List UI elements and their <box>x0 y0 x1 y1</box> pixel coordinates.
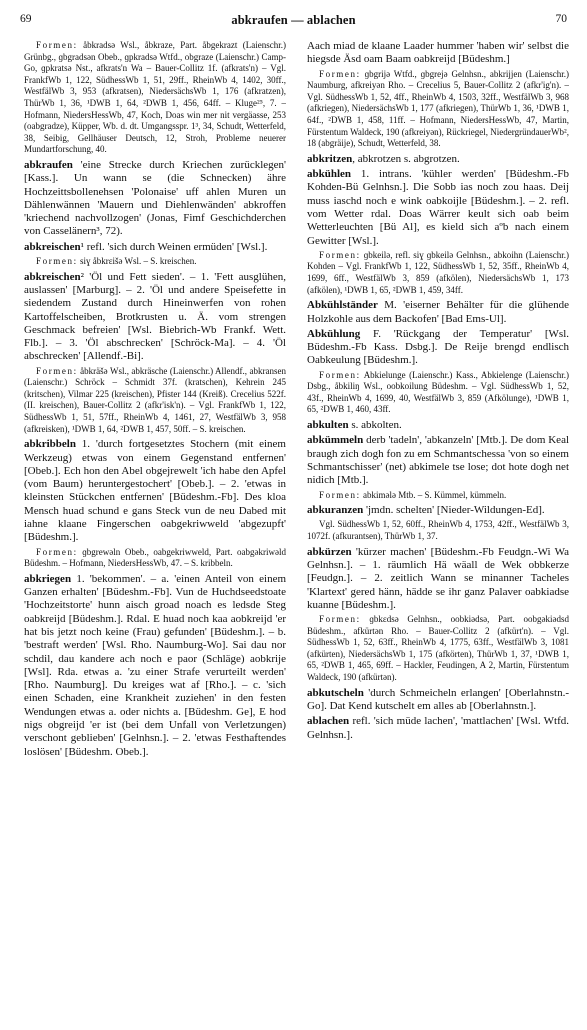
forms-text: ɡbkeilə, refl. siɣ ɡbkeilə Gelnhsn., abkoihn (Laienschr.) Kohden – Vgl. FrankfWb 1, 122, SüdhessWb 1, 52, 35ff., RheinWb 4, 1699, 6ff., WestfälWb 3, 859 (afkölen), NiedersächsWb 1, 173 (afkölen), ¹DWB 1, 65, ²DWB 1, 459, 34ff. <box>307 249 569 295</box>
definition: ¹ refl. 'sich durch Weinen ermüden' [Wsl.]. <box>80 240 268 253</box>
entry-abkreischen-2 <box>24 271 286 364</box>
forms-label: Formen: <box>319 489 361 500</box>
definition: 1. 'bekommen'. – a. 'einen Anteil von einem Ganzen erhalten' [Büdeshm.-Fb]. Vun de Huchdseedstoate 'Hochzeitstorte' hunn aisch groad noach es ledsde Steg oabkreijd [Büdeshm.]. Rdal. E huad noch kaa aobkreijd 'er hat bis jetzt noch keine (Frau) gefunden' [Büdeshm.]. – b. 'bestraft werden' [Wsl. Rho. Naumburg-Wo]. Sai dau nor schdil, dau kandere ach noch e paor (Schläge) aobkrije [Wsl]. Rda. etwas a. 'zu einer Strafe verurteilt werden' [Rho. Naumburg]. Du kreiges wat af [Rho.]. – c. 'sich einen Schaden, eine Krankheit zuziehen' in den festen Wendungen etwas a. oder nichts a. [Büdeshm. Ge], E hod nigs obgreijd 'er ist (bei dem Unfall von Verletzungen) verschont geblieben' [Gelnhsn.]. – 2. 'etwas Festhaftendes loslösen' [Büdeshm. Obeb.]. <box>24 572 286 758</box>
lemma: abkreischen <box>24 240 81 253</box>
definition: , abkrotzen s. abgrotzen. <box>352 152 460 165</box>
entry-abkuehlung <box>307 328 569 368</box>
forms-text: ɡbgrijə Wtfd., ɡbgrejə Gelnhsn., abkrijjen (Laienschr.) Naumburg, afkreiyən Rho. – Crecelius 5, Bauer-Collitz 2 (afkr'ig'n). – Vgl. SüdhessWb 1, 52, 4ff., RheinWb 4, 1503, 32ff., WestfälWb 3, 968 (afkriegen), NiedersächsWb 1, 177 (afkriegen), ThürWb 1, 36, ¹DWB 1, 64f., ²DWB 1, 458, 11ff. – Hofmann, NiedersHessWb, 47, Martin, Fürstentum Waldeck, 190 (afkreiyən), Rückriegel, NiedergründauerWb², 18 (abgräije), Schudt, Wetterfeld, 38. <box>307 68 569 149</box>
lemma: abkümmeln <box>307 434 364 447</box>
forms-block <box>307 250 569 296</box>
references-block <box>307 519 569 542</box>
definition: ² 'Öl und Fett sieden'. – 1. 'Fett ausglühen, auslassen' [Marburg]. – 2. 'Öl und andere Speisefette in siedendem Zustand durch Hineinwerfen von rohen Kartoffelscheiben, Brotkrusten u. Ä. vom strengen Geschmack befreien' [Wsl. Biebrich-Wb Frankf. Wett. Flb.]. – 3. 'Öl abschrecken' [Schröck-Ma]. – 4. 'Öl abschrecken' [Allendf.-Bi]. <box>24 270 286 363</box>
forms-text: åbkradsə Wsl., åbkraze, Part. åbgekrazt (Laienschr.) Grünbg., ɡbgradsən Obeb., ɡpkradsə Wtfd., obgraze (Laienschr.) Camp-Go, ɡpkratsə Nst., afkrats'n Wa – Bauer-Collitz 1f. (afkrats'n) – Vgl. FrankfWb 1, 122, SüdhessWb 1, 51, 29ff., RheinWb 4, 1402, 30ff., WestfälWb 3, 953 (afkratsen), NiedersächsWb 1, 176 (afkratzen), ThürWb 1, 36, ¹DWB 1, 64, ²DWB 1, 456, 64ff. – Kluge²⁵, 7. – Hofmann, NiedersHessWb, 47, Koch, Doas win mer nit vergäasse, 253 (oabgradze), Küpper, Wb. d. dt. Umgangsspr. 1³, 34, Schudt, Wetterfeld, 38, Seibig, Gellhäuser Deutsch, 12, Stroh, Probleme neuerer Mundartforschung, 40. <box>24 40 286 155</box>
entry-abkuranzen <box>307 504 569 517</box>
entry-abkriegen <box>24 573 286 759</box>
forms-block <box>307 490 569 502</box>
forms-block <box>24 40 286 156</box>
forms-text: ɡbgrewəln Obeb., oabgekriwweld, Part. oabgəkriwəld Büdeshm. – Hofmann, NiedersHessWb, 47. – S. kribbeln. <box>24 546 286 569</box>
entry-abkraufen <box>24 159 286 239</box>
entry-abkuemmeln <box>307 434 569 487</box>
forms-label: Formen: <box>36 256 78 267</box>
definition: M. 'eiserner Behälter für die glühende Holzkohle aus dem Backofen' [Bad Ems-Ul]. <box>307 299 569 325</box>
forms-block <box>24 256 286 268</box>
lemma: abkürzen <box>307 545 352 558</box>
lemma: ablachen <box>307 715 350 728</box>
entry-abkuehlstaender <box>307 299 569 326</box>
lemma: Abkühlständer <box>307 299 378 312</box>
definition: refl. 'sich müde lachen', 'mattlachen' [Wsl. Wtfd. Gelnhsn.]. <box>307 715 569 741</box>
forms-block <box>307 69 569 150</box>
forms-label: Formen: <box>36 546 78 557</box>
entry-continuation <box>307 40 569 67</box>
forms-block <box>307 370 569 416</box>
forms-block <box>24 547 286 570</box>
definition: 'durch Schmeicheln erlangen' [Oberlahnstn.-Go]. Dat Kend kutschelt em alles ab [Oberlahnstn.]. <box>307 686 569 712</box>
entry-ablachen <box>307 715 569 742</box>
entry-abkritzen <box>307 153 569 166</box>
lemma: abkutscheln <box>307 686 364 699</box>
forms-text: Vgl. SüdhessWb 1, 52, 60ff., RheinWb 4, 1753, 42ff., WestfälWb 3, 1072f. (afkurantsen), ThürWb 1, 37. <box>307 519 569 542</box>
lemma: abkulten <box>307 419 349 432</box>
forms-label: Formen: <box>319 68 361 79</box>
lemma: abkritzen <box>307 152 353 165</box>
running-title: abkraufen — ablachen <box>231 13 356 27</box>
lemma: abkraufen <box>24 158 73 171</box>
definition: s. abkolten. <box>351 419 402 432</box>
forms-text: siɣ åbkrɛišə Wsl. – S. kreischen. <box>79 256 197 267</box>
entry-abkribbeln <box>24 438 286 544</box>
forms-label: Formen: <box>319 614 361 625</box>
page-header <box>20 13 567 29</box>
page-number-right: 70 <box>555 13 567 25</box>
forms-text: åbkräšə Wsl., abkräsche (Laienschr.) Allendf., abkransen (Laienschr.) Schröck – Schmidt 37f. (kratschen), Kehrein 245 (kritschen), Vilmar 225 (kreischen), Pfister 144 (Kreiß). Crecelius 522f. (II. kreischen), Bauer-Collitz 2 (afkr'isk'n). – Vgl. FrankfWb 1, 122, SüdhessWb 1, 51, 57ff., RheinWb 4, 1461, 27, WestfälWb 3, 958 (afkreisken), ¹DWB 1, 64, ²DWB 1, 457, 50ff. – S. kreischen. <box>24 365 286 434</box>
forms-label: Formen: <box>36 365 78 376</box>
lemma: abkühlen <box>307 168 352 181</box>
entry-abkuehlen <box>307 168 569 248</box>
definition: 1. 'durch fortgesetztes Stochern (mit einem Werkzeug) etwas von einem Gegenstand entfernen' [Obeb.]. Ech hon den Abel obgejrewelt 'ich habe den Apfel (vom Baum) heruntergestochert' [Obeb.]. – 2. 'etwas in kleinsten Stückchen entfernen' [Büdeshm.-Fb]. Des kloa Mensch huad schund e gans Steck vun de neu Dabed mit iahne klaane Fingerschen oabgekriwweld 'abgezupft' [Büdeshm.]. <box>24 438 286 544</box>
definition: 1. intrans. 'kühler werden' [Büdeshm.-Fb Kohden-Bü Gelnhsn.]. Die Sobb ias noch zou haas. Deij muss iaschd noch e wink oabkoijle [Büdeshm.]. – 2. refl. vom Wetter rdal. Doas Wärrer keult sich oab beim Wetterleuchten [Bü Al], es kield sich aºb nach einem Gewitter [Wsl.]. <box>307 168 569 247</box>
forms-block <box>307 614 569 684</box>
page-number-left: 69 <box>20 13 32 25</box>
definition: derb 'tadeln', 'abkanzeln' [Mtb.]. De dom Keal braugh zich dogh fon zu em Schmantschessa 'von so einem Schmantschisser' (net) abkimele tse lose; dot hote dogh net nidich [Mtb.]. <box>307 434 569 487</box>
entry-abkulten <box>307 419 569 432</box>
definition: 'eine Strecke durch Kriechen zurücklegen' [Kass.]. Un wann se (die Schnecken) ähre Hochzeittsbollenehsen 'Polonaise' uff ahlen Muren un Dählenwännen 'Mauern und Diehlenwänden' abkroffen 'kriechend nachvollzogen' (Jonas, Fimf Geschichderchen von Casselänern³, 72). <box>24 158 286 238</box>
entry-abkreischen-1 <box>24 241 286 254</box>
right-column <box>307 40 569 1026</box>
lemma: abkreischen <box>24 270 81 283</box>
entry-abkuerzen <box>307 546 569 612</box>
definition: 'kürzer machen' [Büdeshm.-Fb Feudgn.-Wi Wa Gelnhsn.]. – 1. räumlich Hä wäall de Wek obbkerze [Feudgn.]. – 2. zeitlich Wann se minanner Tacheles 'Klartext' gered hänn, hädde se ihr ganz Palaver oabkiadse kuanne [Büdeshm.]. <box>307 545 569 611</box>
entry-abkutscheln <box>307 687 569 714</box>
definition: Aach miad de klaane Laader hummer 'haben wir' selbst die hiegsde Äsd oam Baam oabkreijd [Büdeshm.] <box>307 40 569 66</box>
lemma: abkuranzen <box>307 504 364 517</box>
forms-text: ɡbkɛdsə Gelnhsn., oobkiədsə, Part. oobgəkiədsd Büdeshm., afkürtən Rho. – Bauer-Collitz 2 (afkürt'n). – Vgl. SüdhessWb 1, 52, 63ff., RheinWb 4, 1775, 63ff., WestfälWb 3, 1081 (afkürten), NiedersächsWb 1, 175 (afkörten), ThürWb 1, 37, ¹DWB 1, 65, ²DWB 1, 465, 69ff. – Hackler, Feudingen, A 2, Martin, Fürstentum Waldeck, 190 (afkürtən). <box>307 614 569 683</box>
definition: F. 'Rückgang der Temperatur' [Wsl. Büdeshm.-Fb Kass. Dsbg.]. De Reije brengd endlisch Oabkeulung [Büdeshm.]. <box>307 327 569 367</box>
lemma: abkribbeln <box>24 438 76 451</box>
forms-text: Abkielunge (Laienschr.) Kass., Abkielenge (Laienschr.) Dsbg., åbkiliŋ Wsl., oobkoilung Büdeshm. – Vgl. SüdhessWb 1, 52, 43f., RheinWb 4, 1699, 40, WestfälWb 3, 859 (Afkölunge), ¹DWB 1, 65, ²DWB 1, 460, 43ff. <box>307 369 569 415</box>
forms-label: Formen: <box>36 40 78 50</box>
forms-text: abkimələ Mtb. – S. Kümmel, kümmeln. <box>362 489 507 500</box>
forms-label: Formen: <box>319 249 361 260</box>
lemma: Abkühlung <box>307 327 361 340</box>
lemma: abkriegen <box>24 572 72 585</box>
forms-label: Formen: <box>319 369 361 380</box>
definition: 'jmdn. schelten' [Nieder-Wildungen-Ed]. <box>366 504 545 517</box>
forms-block <box>24 366 286 436</box>
left-column <box>24 40 286 1026</box>
